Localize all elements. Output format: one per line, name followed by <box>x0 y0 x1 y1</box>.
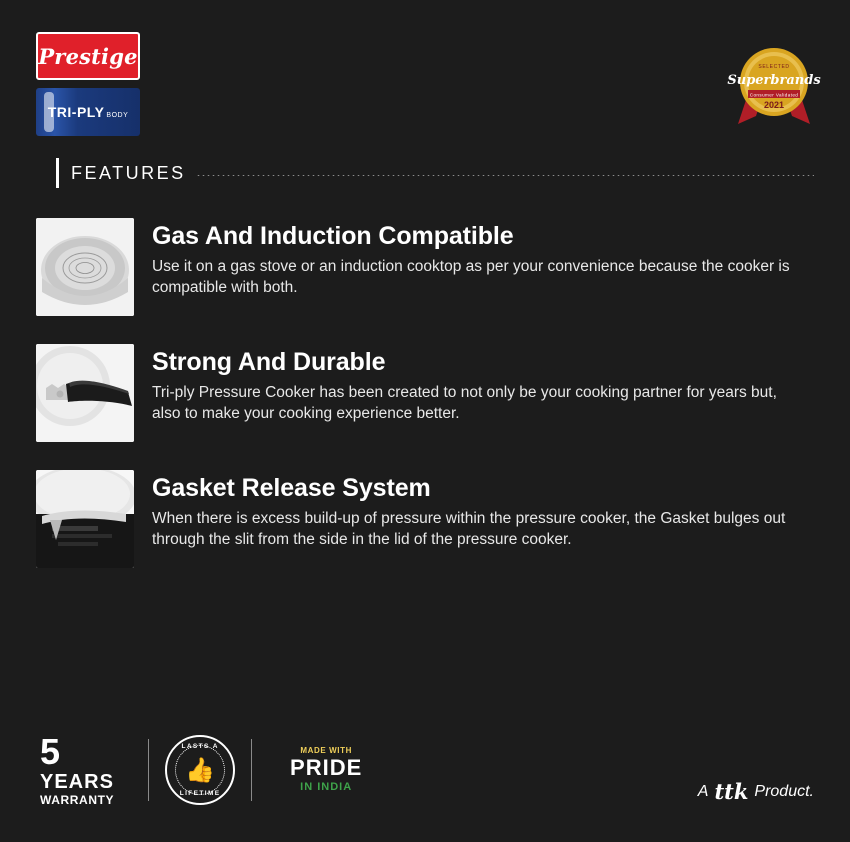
ttk-suffix: Product. <box>754 782 814 800</box>
lasts-badge-top-text: LASTS A <box>181 743 219 750</box>
features-heading-row <box>56 158 814 188</box>
feature-title: Gas And Induction Compatible <box>152 222 514 250</box>
warranty-unit: YEARS <box>40 771 114 793</box>
feature-description: When there is excess build-up of pressure within the pressure cooker, the Gasket bulges out through the slit from the side in the lid of the pressure cooker. <box>152 510 786 548</box>
footer-badges <box>40 731 368 807</box>
ttk-prefix: A <box>697 782 709 800</box>
pride-main-text: PRIDE <box>290 755 363 780</box>
thumbs-up-icon: 👍 <box>175 745 225 795</box>
triply-logo-sublabel: BODY <box>106 112 129 119</box>
heading-accent-bar <box>56 158 59 188</box>
lasts-badge-bottom-text: LIFETIME <box>179 790 221 797</box>
svg-text:Consumer Validated: Consumer Validated <box>749 92 799 98</box>
svg-text:2021: 2021 <box>763 100 785 110</box>
feature-title: Gasket Release System <box>152 474 431 502</box>
heading-dotted-rule <box>196 175 814 176</box>
feature-item <box>36 218 820 316</box>
svg-text:SELECTED: SELECTED <box>758 64 790 70</box>
prestige-logo-text: Prestige <box>38 43 138 69</box>
superbrands-badge <box>726 38 822 134</box>
feature-item <box>36 344 820 442</box>
ttk-product-mark <box>698 779 814 804</box>
svg-text:Superbrands: Superbrands <box>727 73 821 88</box>
lasts-a-lifetime-badge <box>165 735 235 805</box>
brand-logos <box>36 32 140 136</box>
pride-country-text: IN INDIA <box>300 781 353 793</box>
cooker-handle-photo <box>36 344 134 442</box>
warranty-badge <box>40 731 132 807</box>
feature-item <box>36 470 820 568</box>
page-title: FEATURES <box>71 162 186 183</box>
pride-made-text: MADE WITH <box>300 746 352 755</box>
footer-divider <box>148 739 149 801</box>
feature-text <box>152 218 802 316</box>
cooker-base-induction-photo <box>36 218 134 316</box>
warranty-years: 5 <box>40 731 61 772</box>
feature-title: Strong And Durable <box>152 348 386 376</box>
made-with-pride-badge <box>284 747 368 793</box>
prestige-logo <box>36 32 140 80</box>
footer-divider <box>251 739 252 801</box>
ttk-logo-text: ttk <box>714 779 749 804</box>
triply-logo-label: TRI-PLY <box>47 104 105 120</box>
gasket-release-lid-photo <box>36 470 134 568</box>
warranty-word: WARRANTY <box>40 793 115 807</box>
feature-text <box>152 344 802 442</box>
features-list <box>36 218 820 596</box>
feature-description: Tri-ply Pressure Cooker has been created to not only be your cooking partner for years but, also to make your cooking experience better. <box>152 384 777 422</box>
feature-description: Use it on a gas stove or an induction cooktop as per your convenience because the cooker is compatible with both. <box>152 258 790 296</box>
triply-logo-text <box>48 105 129 119</box>
triply-logo <box>36 88 140 136</box>
feature-text <box>152 470 802 568</box>
